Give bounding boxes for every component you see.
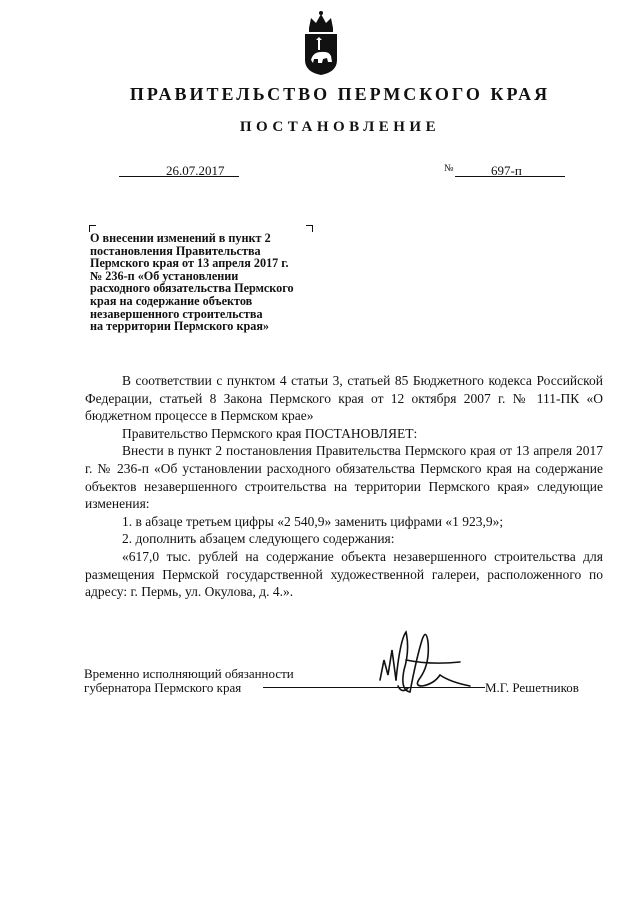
subject-line: на территории Пермского края»: [90, 319, 270, 334]
subject-line: О внесении изменений в пункт 2: [90, 231, 271, 245]
government-title: ПРАВИТЕЛЬСТВО ПЕРМСКОГО КРАЯ: [129, 84, 551, 104]
coat-of-arms-icon: [301, 10, 341, 76]
body-item-2: 2. дополнить абзацем следующего содержания:: [122, 531, 395, 547]
decree-number: 697-п: [491, 163, 522, 178]
decree-date: 26.07.2017: [166, 163, 225, 178]
document-type-title: ПОСТАНОВЛЕНИЕ: [239, 119, 441, 135]
subject-line: Пермского края от 13 апреля 2017 г.: [90, 256, 289, 271]
signatory-position: [84, 667, 294, 695]
body-paragraph-legal-basis: В соответствии с пунктом 4 статьи 3, статьей 85 Бюджетного кодекса Российской Федерации, статьей 8 Закона Пермского края от 12 октября 2007 г. № 111-ПК «О бюджетном процессе в Пермском крае»: [85, 373, 603, 424]
subject-line: расходного обязательства Пермского: [90, 281, 294, 296]
subject-line: № 236-п «Об установлении: [90, 268, 239, 283]
signatory-name: М.Г. Решетников: [485, 680, 579, 695]
body-paragraph-resolves: Правительство Пермского края ПОСТАНОВЛЯЕТ:: [122, 425, 418, 441]
subject-line: постановления Правительства: [90, 243, 261, 258]
decree-body: [85, 372, 603, 601]
subject-heading: [90, 232, 340, 333]
position-line: Временно исполняющий обязанности: [84, 666, 294, 681]
subject-line: незавершенного строительства: [90, 306, 263, 321]
subject-line: края на содержание объектов: [90, 293, 253, 308]
body-paragraph-new-text: «617,0 тыс. рублей на содержание объекта незавершенного строительства для размещения Пермской государственной художественной галереи, расположенного по адресу: г. Пермь, ул. Окулова, д. 4.».: [85, 548, 603, 600]
body-item-1: 1. в абзаце третьем цифры «2 540,9» заменить цифрами «1 923,9»;: [122, 513, 504, 529]
body-paragraph-amendment: Внести в пункт 2 постановления Правительства Пермского края от 13 апреля 2017 г. № 236-п «Об установлении расходного обязательства Пермского края на содержание объектов незавершенного строительства на территории Пермского края» следующие изменения:: [85, 443, 603, 512]
position-line: губернатора Пермского края: [84, 680, 242, 695]
number-sign: №: [444, 163, 454, 174]
subject-corner-right: [306, 225, 313, 232]
